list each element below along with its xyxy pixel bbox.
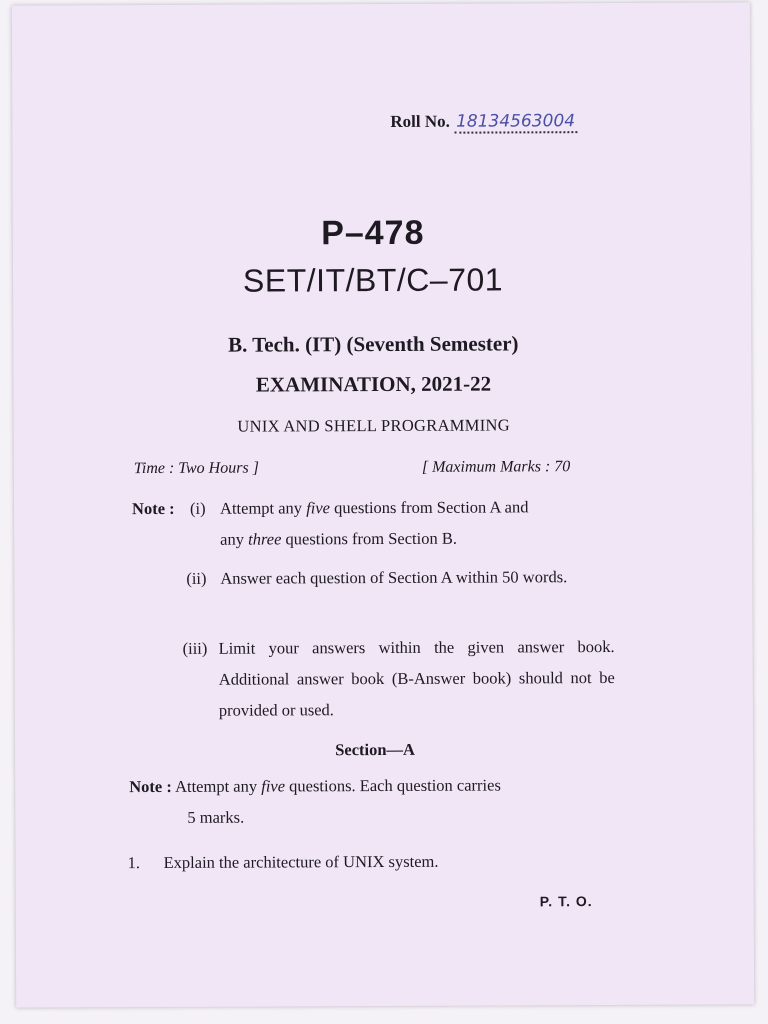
subject-title: UNIX AND SHELL PROGRAMMING	[237, 415, 510, 436]
exam-title: EXAMINATION, 2021-22	[255, 371, 492, 397]
note-item: Limit your answers within the given answer book. Additional answer book (B-Answer book) should not be provided or used.	[218, 636, 615, 720]
note-item: Attempt any five questions from Section A and any three questions from Section B.	[219, 497, 529, 549]
section-a-title: Section—A	[335, 739, 415, 760]
pto-label: P. T. O.	[539, 893, 593, 910]
note-item-num: (ii)	[186, 568, 207, 588]
note-label: Note :	[131, 498, 175, 519]
course-code: SET/IT/BT/C–701	[242, 261, 504, 299]
note-item: Answer each question of Section A within 50 words.	[220, 567, 568, 588]
time-label: Time : Two Hours ]	[133, 459, 259, 478]
question-text: Explain the architecture of UNIX system.	[163, 851, 439, 872]
question-number: 1.	[127, 853, 140, 873]
max-marks-label: [ Maximum Marks : 70	[421, 458, 571, 476]
exam-paper	[12, 2, 754, 1007]
note-item-num: (iii)	[182, 638, 208, 658]
roll-value: 18134563004	[454, 111, 577, 134]
paper-code: P–478	[321, 213, 425, 253]
roll-number	[390, 111, 577, 132]
note-item-num: (i)	[189, 498, 206, 518]
roll-label: Roll No.	[390, 111, 450, 131]
degree-title: B. Tech. (IT) (Seventh Semester)	[227, 331, 519, 357]
section-a-note: Note : Attempt any five questions. Each question carries 5 marks.	[129, 775, 501, 827]
